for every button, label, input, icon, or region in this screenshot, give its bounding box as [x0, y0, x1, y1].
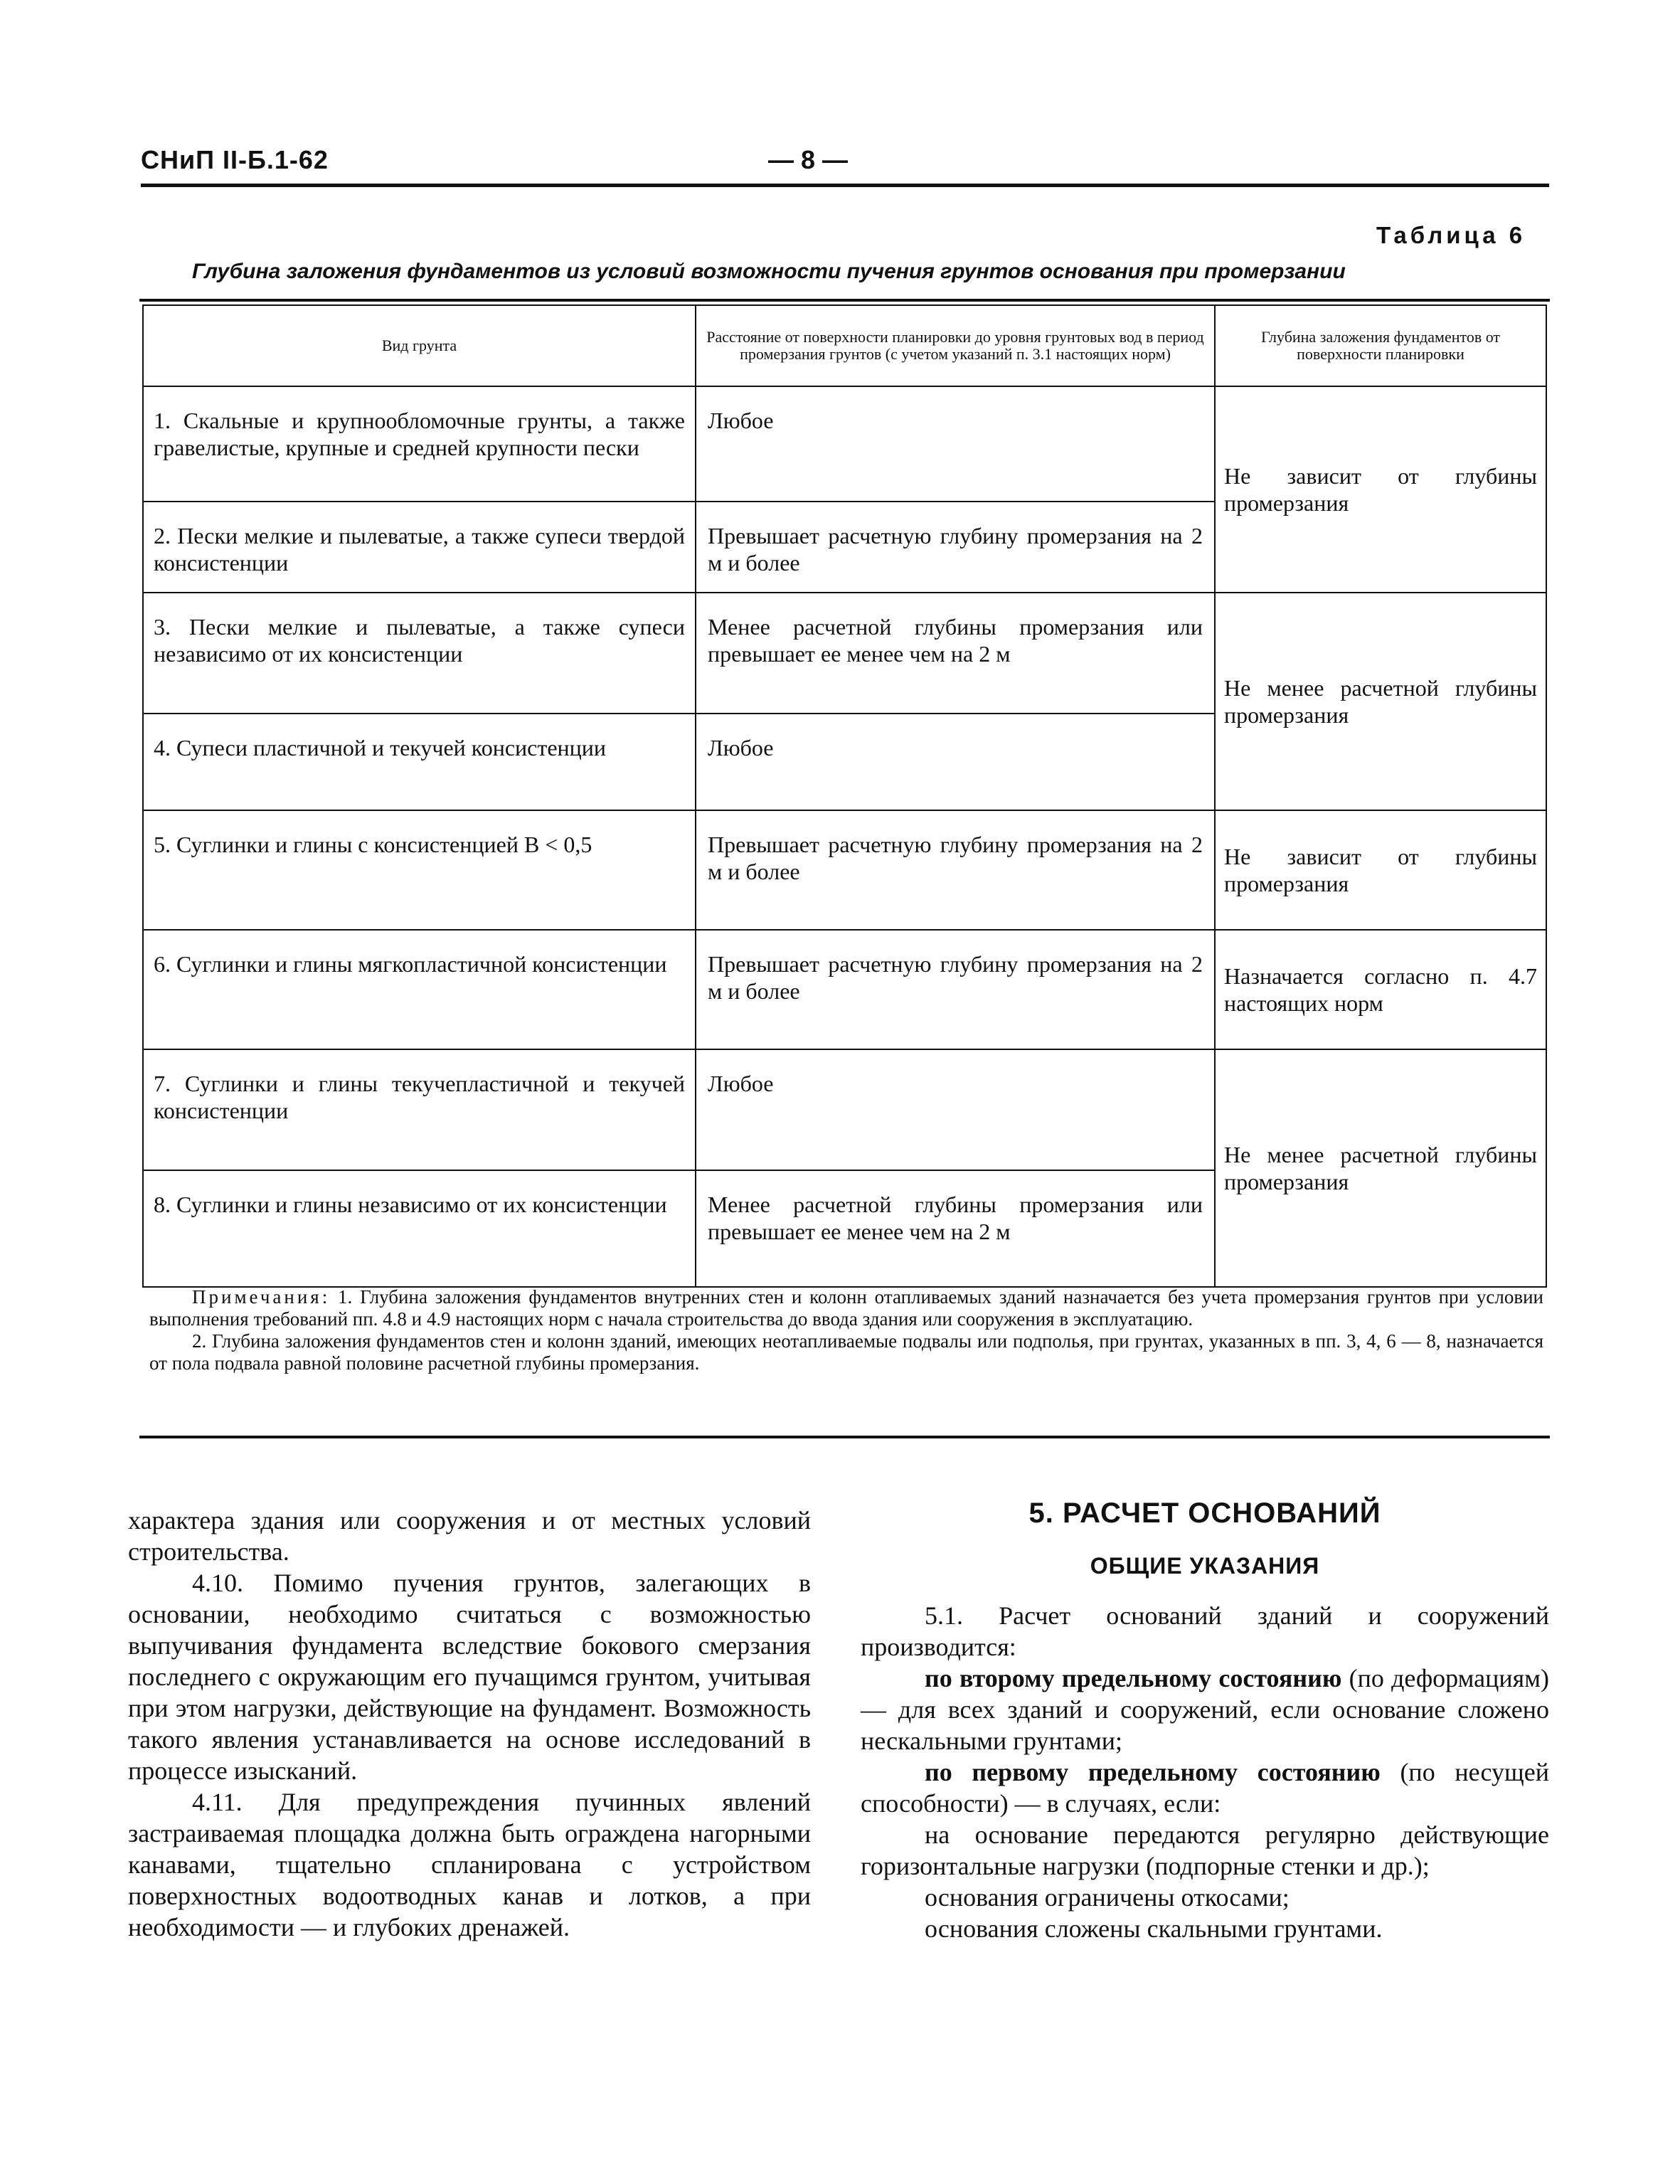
soil-cell: 3. Пески мелкие и пылеватые, а также супеси независимо от их консистенции [143, 593, 696, 714]
distance-cell: Любое [696, 1049, 1215, 1170]
paragraph-5-1: 5.1. Расчет оснований зданий и сооружений производится: [861, 1601, 1549, 1661]
depth-cell: Не зависит от глубины промерзания [1215, 386, 1546, 593]
distance-cell: Превышает расчетную глубину промерзания на 2 м и более [696, 502, 1215, 593]
note-1 [149, 1286, 1543, 1330]
table-notes [149, 1286, 1543, 1374]
paragraph-4-10: 4.10. Помимо пучения грунтов, залегающих в основании, необходимо считаться с возможностью выпучивания фундамента вследствие бокового смерзания последнего с окружающим его пучащимся грунтом, учитывая при этом нагрузки, действующие на фундамент. Возможность такого явления устанавливается на основе исследований в процессе изысканий. [128, 1569, 811, 1785]
distance-cell: Менее расчетной глубины промерзания или превышает ее менее чем на 2 м [696, 1170, 1215, 1287]
table-title: Глубина заложения фундаментов из условий возможности пучения грунтов основания при промерзании [192, 260, 1346, 283]
condition-horizontal-loads: на основание передаются регулярно действующие горизонтальные нагрузки (подпорные стенки и др.); [861, 1820, 1549, 1880]
table-row [143, 1049, 1546, 1170]
depth-cell: Не зависит от глубины промерзания [1215, 810, 1546, 930]
left-column [128, 1505, 811, 1943]
soil-cell: 2. Пески мелкие и пылеватые, а также супеси твердой консистенции [143, 502, 696, 593]
section-title: 5. РАСЧЕТ ОСНОВАНИЙ [1028, 1497, 1381, 1529]
soil-cell: 4. Супеси пластичной и текучей консистенции [143, 714, 696, 810]
depth-cell: Не менее расчетной глубины промерзания [1215, 1049, 1546, 1287]
distance-cell: Любое [696, 714, 1215, 810]
table-number: Таблица 6 [1376, 222, 1526, 248]
page-number: — 8 — [768, 145, 849, 174]
condition-rock: основания сложены скальными грунтами. [925, 1914, 1383, 1943]
table-row [143, 810, 1546, 930]
condition-slopes: основания ограничены откосами; [925, 1883, 1290, 1912]
soil-cell: 6. Суглинки и глины мягкопластичной консистенции [143, 930, 696, 1049]
paragraph-4-11: 4.11. Для предупреждения пучинных явлений застраиваемая площадка должна быть ограждена нагорными канавами, тщательно спланирована с устройством поверхностных водоотводных канав и лотков, а при необходимости — и глубоких дренажей. [128, 1788, 811, 1941]
paragraph-first-limit-state [861, 1756, 1549, 1819]
note-1-text: 1. Глубина заложения фундаментов внутренних стен и колонн отапливаемых зданий назначается без учета промерзания грунтов при условии выполнения требований пп. 4.8 и 4.9 настоящих норм с начала строительства до ввода здания или сооружения в эксплуатацию. [149, 1286, 1543, 1330]
second-limit-state-label: по второму предельному состоянию [925, 1664, 1342, 1692]
header-distance: Расстояние от поверхности планировки до уровня грунтовых вод в период промерзания грунтов (с учетом указаний п. 3.1 настоящих норм) [696, 305, 1215, 386]
distance-cell: Любое [696, 386, 1215, 502]
subsection-title: ОБЩИЕ УКАЗАНИЯ [1090, 1553, 1320, 1579]
table-row [143, 593, 1546, 714]
distance-cell: Превышает расчетную глубину промерзания на 2 м и более [696, 810, 1215, 930]
soil-cell: 8. Суглинки и глины независимо от их консистенции [143, 1170, 696, 1287]
note-2: 2. Глубина заложения фундаментов стен и колонн зданий, имеющих неотапливаемые подвалы или подполья, при грунтах, указанных в пп. 3, 4, 6 — 8, назначается от пола подвала равной половине расчетной глубины промерзания. [149, 1330, 1543, 1374]
first-limit-state-text: (по несущей способности) — в случаях, если: [861, 1758, 1549, 1818]
soil-depth-table [142, 304, 1547, 1288]
table-header-row [143, 305, 1546, 386]
distance-cell: Превышает расчетную глубину промерзания на 2 м и более [696, 930, 1215, 1049]
first-limit-state-label: по первому предельному состоянию [925, 1758, 1381, 1786]
document-code: СНиП II-Б.1-62 [141, 145, 329, 174]
paragraph-second-limit-state [861, 1663, 1549, 1756]
soil-cell: 7. Суглинки и глины текучепластичной и текучей консистенции [143, 1049, 696, 1170]
paragraph-continuation: характера здания или сооружения и от местных условий строительства. [128, 1506, 811, 1566]
second-limit-state-text: (по деформациям) — для всех зданий и сооружений, если основание сложено нескальными грунтами; [861, 1664, 1549, 1755]
table-row [143, 930, 1546, 1049]
depth-cell: Не менее расчетной глубины промерзания [1215, 593, 1546, 810]
depth-cell: Назначается согласно п. 4.7 настоящих норм [1215, 930, 1546, 1049]
header-rule [141, 184, 1549, 187]
soil-cell: 5. Суглинки и глины с консистенцией B < 0,5 [143, 810, 696, 930]
right-column [861, 1497, 1549, 1944]
soil-cell: 1. Скальные и крупнообломочные грунты, а также гравелистые, крупные и средней крупности пески [143, 386, 696, 502]
distance-cell: Менее расчетной глубины промерзания или превышает ее менее чем на 2 м [696, 593, 1215, 714]
table-row [143, 386, 1546, 502]
notes-label: Примечания: [192, 1286, 331, 1308]
header-soil-type: Вид грунта [143, 305, 696, 386]
header-depth: Глубина заложения фундаментов от поверхности планировки [1215, 305, 1546, 386]
